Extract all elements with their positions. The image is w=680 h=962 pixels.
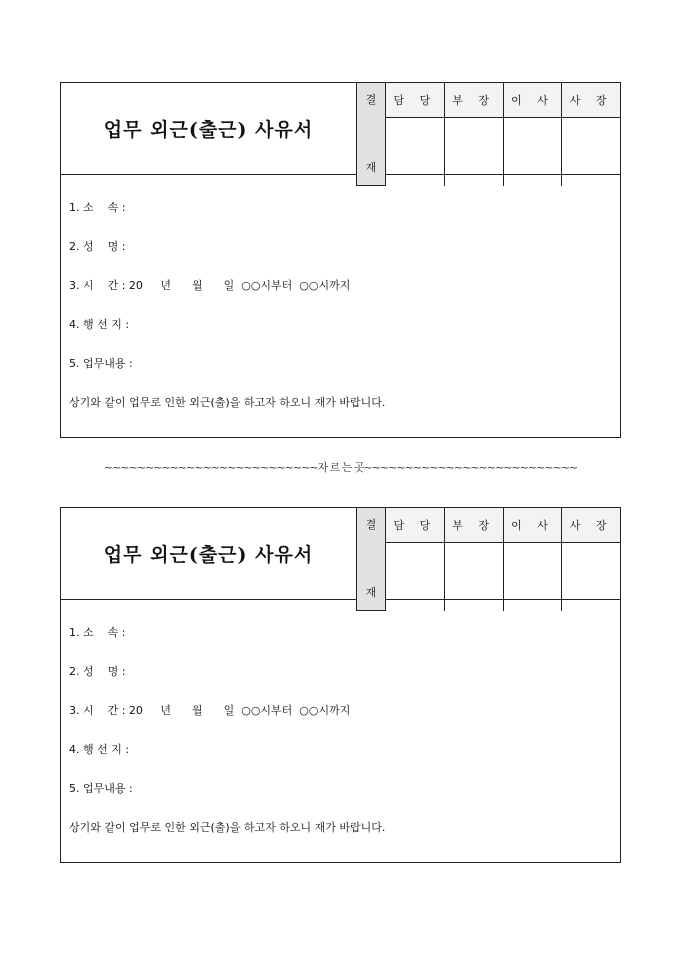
field-department[interactable]: 1. 소 속 : [69,626,126,639]
approval-role-director: 이 사 [503,83,562,118]
approval-role-president: 사 장 [562,508,620,543]
form-header [61,508,620,600]
approval-role-manager: 부 장 [444,508,503,543]
form-title: 업무 외근(출근) 사유서 [103,544,314,566]
field-time[interactable]: 3. 시 간 : 20 년 월 일 ○○시부터 ○○시까지 [69,279,351,292]
approval-label: 결 재 [357,83,386,186]
request-form-bottom [60,507,621,863]
field-name[interactable]: 2. 성 명 : [69,665,126,678]
field-business-content[interactable]: 5. 업무내용 : [69,357,133,370]
field-department[interactable]: 1. 소 속 : [69,201,126,214]
field-destination[interactable]: 4. 행 선 지 : [69,743,130,756]
signature-box-president[interactable] [562,543,620,611]
form-fields [61,613,620,847]
closing-statement: 상기와 같이 업무로 인한 외근(출)을 하고자 하오니 재가 바랍니다. [69,396,386,409]
signature-box-manager[interactable] [444,118,503,186]
signature-box-director[interactable] [503,118,562,186]
field-name[interactable]: 2. 성 명 : [69,240,126,253]
closing-statement: 상기와 같이 업무로 인한 외근(출)을 하고자 하오니 재가 바랍니다. [69,821,386,834]
approval-table [356,83,620,186]
signature-box-staff[interactable] [386,543,445,611]
signature-box-director[interactable] [503,543,562,611]
signature-box-president[interactable] [562,118,620,186]
approval-role-manager: 부 장 [444,83,503,118]
cut-line: ~~~~~~~~~~~~~~~~~~~~~~~~~~자 르 는 곳~~~~~~~~~~~~~~~~~~~~~~~~~~ [103,461,578,474]
field-destination[interactable]: 4. 행 선 지 : [69,318,130,331]
approval-table [356,508,620,611]
form-fields [61,188,620,422]
request-form-top [60,82,621,438]
approval-label: 결 재 [357,508,386,611]
approval-role-staff: 담 당 [386,83,445,118]
form-title: 업무 외근(출근) 사유서 [103,119,314,141]
form-header [61,83,620,175]
approval-role-president: 사 장 [562,83,620,118]
field-business-content[interactable]: 5. 업무내용 : [69,782,133,795]
signature-box-staff[interactable] [386,118,445,186]
signature-box-manager[interactable] [444,543,503,611]
approval-role-staff: 담 당 [386,508,445,543]
approval-role-director: 이 사 [503,508,562,543]
field-time[interactable]: 3. 시 간 : 20 년 월 일 ○○시부터 ○○시까지 [69,704,351,717]
